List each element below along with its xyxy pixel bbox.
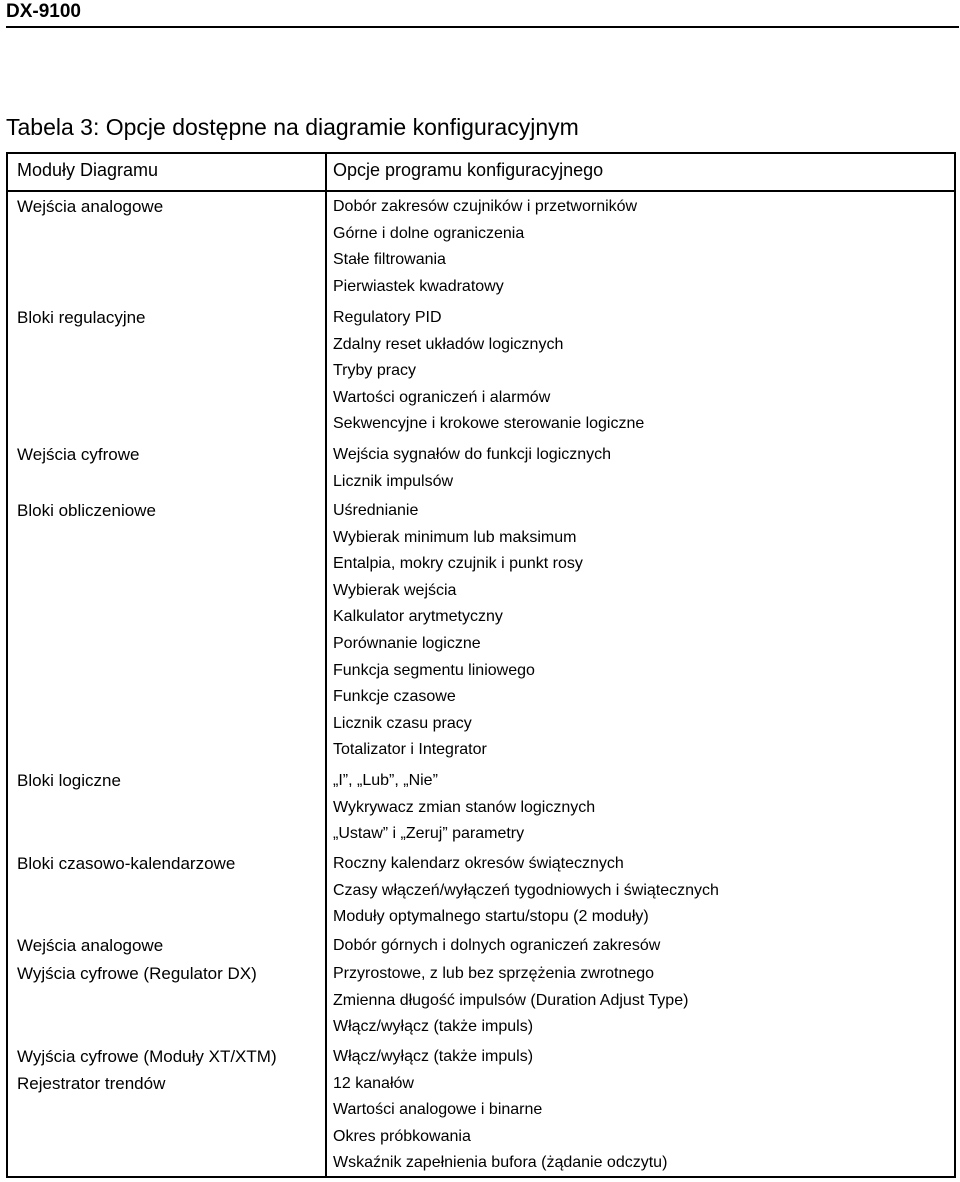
option-item: Regulatory PID xyxy=(333,309,442,326)
column-header-modules: Moduły Diagramu xyxy=(17,160,159,180)
column-header-options: Opcje programu konfiguracyjnego xyxy=(333,160,604,180)
module-label: Wyjścia cyfrowe (Regulator DX) xyxy=(17,964,257,983)
option-item: Przyrostowe, z lub bez sprzężenia zwrotnego xyxy=(333,965,655,982)
module-label: Wejścia analogowe xyxy=(17,197,164,216)
option-item: Pierwiastek kwadratowy xyxy=(333,277,504,295)
module-label: Wejścia cyfrowe xyxy=(17,445,140,464)
module-label: Bloki regulacyjne xyxy=(17,308,146,327)
option-item: Dobór zakresów czujników i przetworników xyxy=(333,198,638,215)
option-item: Wskaźnik zapełnienia bufora (żądanie odczytu) xyxy=(333,1154,668,1172)
options-cell xyxy=(333,305,644,438)
option-item: Funkcje czasowe xyxy=(333,688,456,706)
option-item: Górne i dolne ograniczenia xyxy=(333,224,525,242)
option-item: Wartości ograniczeń i alarmów xyxy=(333,388,551,406)
option-item: Porównanie logiczne xyxy=(333,634,481,652)
module-label: Rejestrator trendów xyxy=(17,1073,166,1093)
module-label: Wyjścia cyfrowe (Moduły XT/XTM) xyxy=(17,1047,277,1066)
options-table xyxy=(6,152,956,1178)
option-item: „I”, „Lub”, „Nie” xyxy=(333,772,438,789)
option-item: „Ustaw” i „Zeruj” parametry xyxy=(333,825,525,843)
option-item: Kalkulator arytmetyczny xyxy=(333,608,503,626)
module-cell xyxy=(17,1044,277,1097)
header-divider xyxy=(8,190,954,192)
module-cell xyxy=(17,194,163,221)
options-cell xyxy=(333,498,583,764)
column-divider xyxy=(325,154,327,1176)
option-item: Włącz/wyłącz (także impuls) xyxy=(333,1018,534,1036)
option-item: Totalizator i Integrator xyxy=(333,741,487,759)
option-item: Moduły optymalnego startu/stopu (2 moduły) xyxy=(333,908,649,926)
header-rule xyxy=(6,26,959,28)
module-cell xyxy=(17,768,121,795)
options-cell xyxy=(333,961,688,1041)
option-item: Roczny kalendarz okresów świątecznych xyxy=(333,855,624,872)
option-item: 12 kanałów xyxy=(333,1074,414,1092)
option-item: Licznik czasu pracy xyxy=(333,714,472,732)
options-cell xyxy=(333,933,660,960)
option-item: Tryby pracy xyxy=(333,362,416,380)
module-label: Wejścia analogowe xyxy=(17,936,164,955)
page-heading: Tabela 3: Opcje dostępne na diagramie konfiguracyjnym xyxy=(6,114,579,140)
module-cell xyxy=(17,305,146,332)
option-item: Włącz/wyłącz (także impuls) xyxy=(333,1048,534,1065)
module-cell xyxy=(17,498,156,525)
options-cell xyxy=(333,768,595,848)
option-item: Entalpia, mokry czujnik i punkt rosy xyxy=(333,555,583,573)
options-cell xyxy=(333,442,611,495)
option-item: Stałe filtrowania xyxy=(333,251,446,269)
module-label: Bloki czasowo-kalendarzowe xyxy=(17,854,236,873)
module-label: Bloki logiczne xyxy=(17,771,121,790)
option-item: Licznik impulsów xyxy=(333,472,454,490)
option-item: Dobór górnych i dolnych ograniczeń zakresów xyxy=(333,937,661,954)
option-item: Czasy włączeń/wyłączeń tygodniowych i świątecznych xyxy=(333,881,719,899)
option-item: Wybierak wejścia xyxy=(333,581,457,599)
option-item: Uśrednianie xyxy=(333,502,419,519)
option-item: Okres próbkowania xyxy=(333,1127,471,1145)
option-item: Wartości analogowe i binarne xyxy=(333,1101,543,1119)
option-item: Wejścia sygnałów do funkcji logicznych xyxy=(333,446,612,463)
option-item: Zdalny reset układów logicznych xyxy=(333,335,564,353)
option-item: Wybierak minimum lub maksimum xyxy=(333,528,577,546)
options-cell xyxy=(333,851,719,931)
options-cell xyxy=(333,194,637,300)
module-label: Bloki obliczeniowe xyxy=(17,501,156,520)
document-header: DX-9100 xyxy=(6,1,81,22)
option-item: Wykrywacz zmian stanów logicznych xyxy=(333,798,596,816)
module-cell xyxy=(17,442,140,469)
module-cell xyxy=(17,933,163,960)
options-cell xyxy=(333,1044,667,1177)
module-cell xyxy=(17,961,257,988)
option-item: Funkcja segmentu liniowego xyxy=(333,661,535,679)
option-item: Zmienna długość impulsów (Duration Adjust Type) xyxy=(333,991,689,1009)
module-cell xyxy=(17,851,235,878)
option-item: Sekwencyjne i krokowe sterowanie logiczne xyxy=(333,415,645,433)
